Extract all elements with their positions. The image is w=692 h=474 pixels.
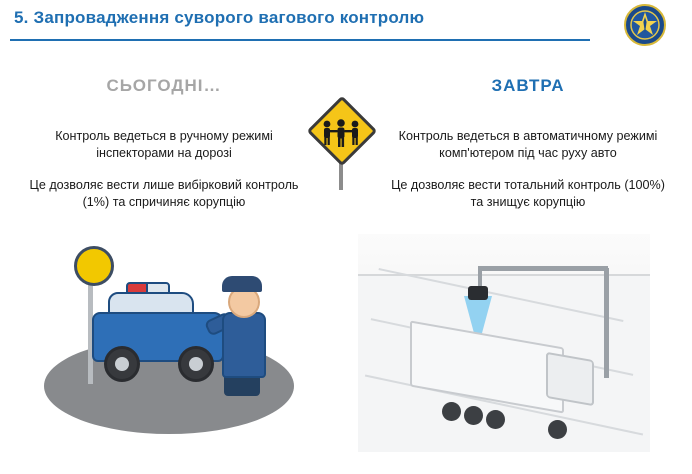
state-service-emblem-icon <box>622 2 668 48</box>
truck-wheel <box>442 402 461 421</box>
truck-wheel <box>464 406 483 425</box>
pedestrian-figures-icon <box>317 118 365 148</box>
officer-body <box>222 312 266 378</box>
police-car-wheel <box>178 346 214 382</box>
slide-header <box>0 0 692 46</box>
column-tomorrow <box>372 76 684 226</box>
truck-wheel <box>548 420 567 439</box>
police-car-and-officer-illustration <box>22 234 314 452</box>
illustrations-row <box>0 226 692 456</box>
column-today-heading: СЬОГОДНІ… <box>106 76 222 95</box>
officer-cap <box>222 276 262 292</box>
header-divider <box>10 39 590 41</box>
gantry-pole <box>604 268 609 378</box>
column-today <box>8 76 320 226</box>
column-today-paragraph-1: Контроль ведеться в ручному режимі інспекторами на дорозі <box>55 129 273 160</box>
truck-cab <box>546 352 594 406</box>
column-today-paragraph-2: Це дозволяє вести лише вибірковий контроль (1%) та спричиняє корупцію <box>29 178 299 209</box>
comparison-columns <box>0 46 692 226</box>
automatic-weigh-in-motion-gantry-illustration <box>358 234 650 452</box>
traffic-lamp-head-icon <box>74 246 114 286</box>
police-car-wheel <box>104 346 140 382</box>
column-tomorrow-paragraph-2: Це дозволяє вести тотальний контроль (100%) та знищує корупцію <box>391 178 665 209</box>
column-tomorrow-heading: ЗАВТРА <box>491 76 565 95</box>
scanner-sensor-box <box>468 286 488 300</box>
gantry-arm <box>478 266 608 271</box>
page-title: 5. Запровадження суворого вагового контролю <box>14 8 425 27</box>
column-tomorrow-paragraph-1: Контроль ведеться в автоматичному режимі комп'ютером під час руху авто <box>398 129 658 160</box>
truck-wheel <box>486 410 505 429</box>
